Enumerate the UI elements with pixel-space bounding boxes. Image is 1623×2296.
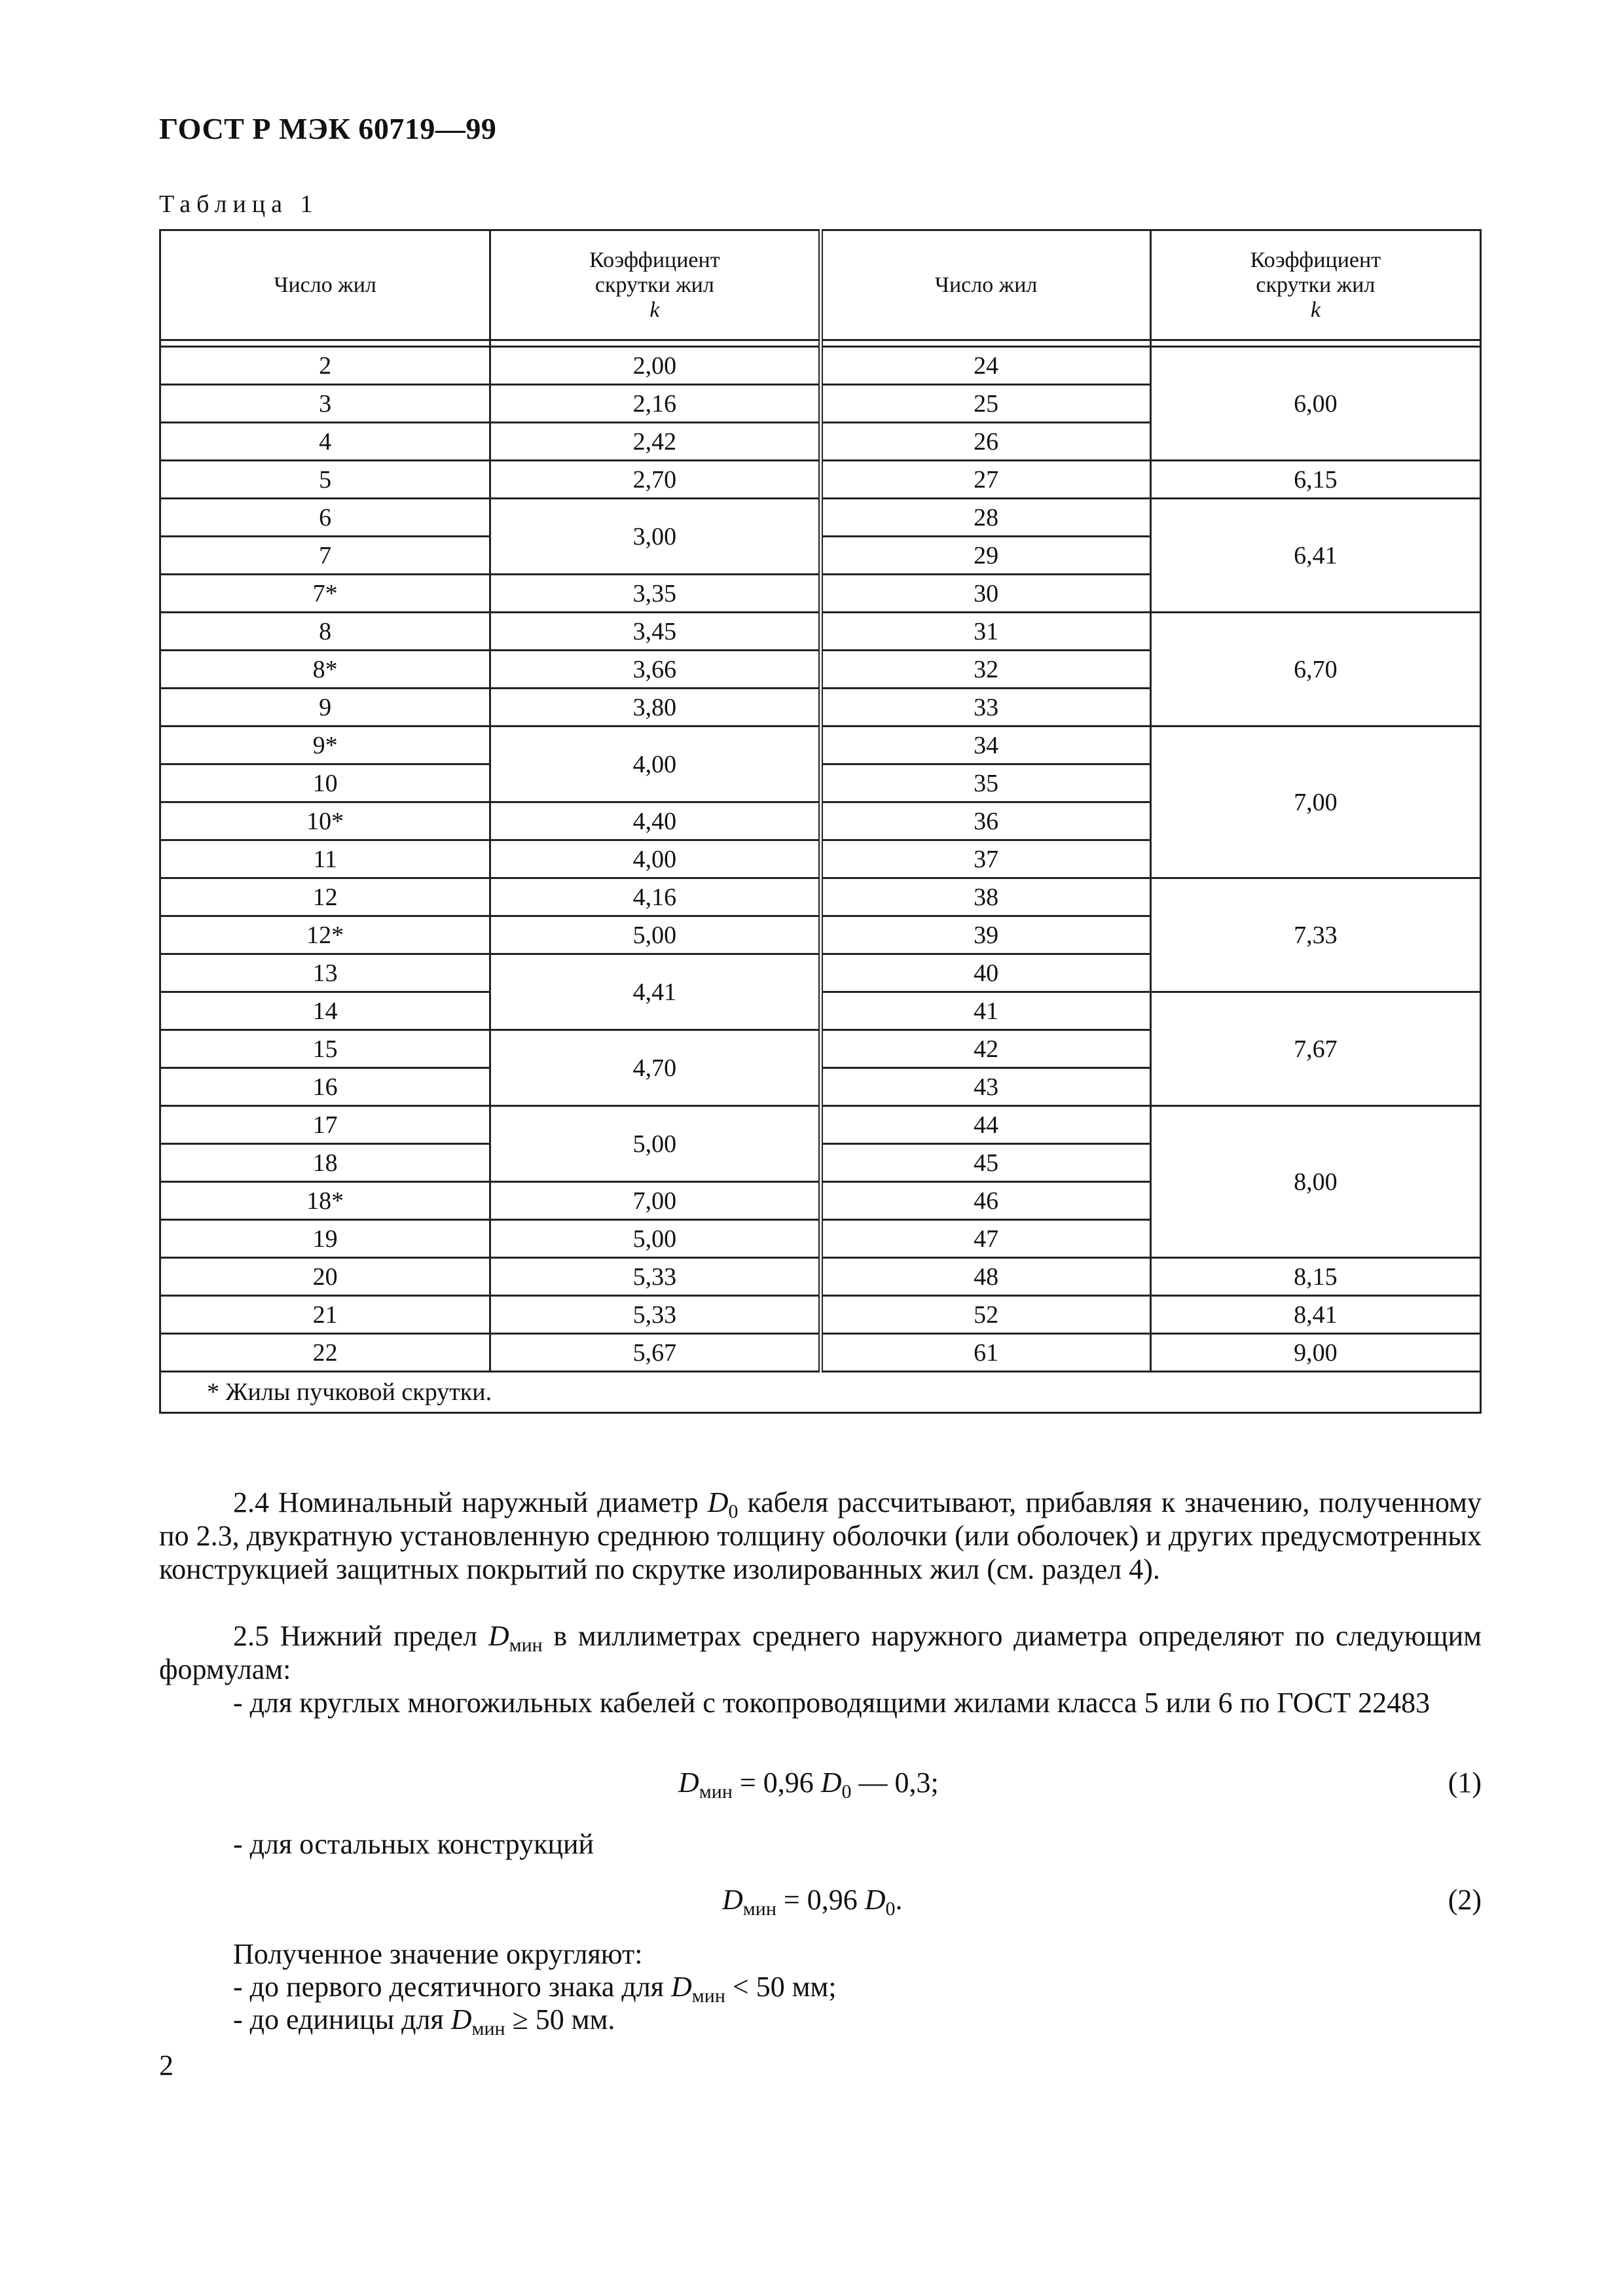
cell-count: 7 [160, 537, 490, 575]
table-row [160, 726, 1481, 764]
cell-coef: 5,00 [490, 916, 820, 954]
page-number: 2 [159, 2049, 173, 2081]
cell-count: 6 [160, 499, 490, 537]
formula-2: $D_{мин} = 0,96$ $D_0$. [722, 1884, 903, 1920]
cell-count: 46 [820, 1182, 1150, 1220]
cell-count: 18* [160, 1182, 490, 1220]
cell-coef: 3,00 [490, 499, 820, 575]
cell-count: 4 [160, 423, 490, 461]
cell-coef: 6,70 [1150, 613, 1480, 726]
cell-coef: 3,80 [490, 689, 820, 726]
table-row [160, 1334, 1481, 1372]
cell-count: 28 [820, 499, 1150, 537]
cell-coef: 8,00 [1150, 1106, 1480, 1258]
cell-coef: 4,40 [490, 802, 820, 840]
cell-coef: 4,00 [490, 840, 820, 878]
table-row [160, 1258, 1481, 1296]
rounding-intro: Полученное значение округляют: [233, 1938, 643, 1970]
cell-count: 10* [160, 802, 490, 840]
cell-coef: 5,00 [490, 1220, 820, 1258]
cell-coef: 4,00 [490, 726, 820, 802]
cell-count: 27 [820, 461, 1150, 499]
cell-count: 41 [820, 992, 1150, 1030]
cell-coef: 6,15 [1150, 461, 1480, 499]
header-coefficient-left: Коэффициент скрутки жил k [490, 230, 820, 340]
table-footnote-row [160, 1372, 1481, 1413]
rounding-rule-2: - до единицы для $D_{мин} \ge 50$ мм. [233, 2003, 615, 2039]
cell-count: 13 [160, 954, 490, 992]
cell-count: 24 [820, 347, 1150, 385]
cell-count: 52 [820, 1296, 1150, 1334]
cell-count: 21 [160, 1296, 490, 1334]
cell-count: 12 [160, 878, 490, 916]
cell-count: 12* [160, 916, 490, 954]
formula-2-number: (2) [1448, 1884, 1482, 1916]
cell-count: 16 [160, 1068, 490, 1106]
cell-coef: 3,66 [490, 651, 820, 689]
document-code-header: ГОСТ Р МЭК 60719—99 [159, 112, 497, 145]
cell-count: 19 [160, 1220, 490, 1258]
cell-count: 34 [820, 726, 1150, 764]
cell-count: 18 [160, 1144, 490, 1182]
header-core-count-left: Число жил [160, 230, 490, 340]
cell-coef: 5,00 [490, 1106, 820, 1182]
cell-count: 17 [160, 1106, 490, 1144]
cell-count: 38 [820, 878, 1150, 916]
cell-count: 31 [820, 613, 1150, 651]
cell-count: 33 [820, 689, 1150, 726]
cell-coef: 6,00 [1150, 347, 1480, 461]
cell-coef: 8,15 [1150, 1258, 1480, 1296]
cell-count: 5 [160, 461, 490, 499]
cell-count: 14 [160, 992, 490, 1030]
cell-count: 44 [820, 1106, 1150, 1144]
cell-coef: 4,41 [490, 954, 820, 1030]
cell-coef: 7,67 [1150, 992, 1480, 1106]
cell-count: 10 [160, 764, 490, 802]
cell-count: 11 [160, 840, 490, 878]
cell-count: 36 [820, 802, 1150, 840]
cell-count: 43 [820, 1068, 1150, 1106]
table-row [160, 878, 1481, 916]
cell-coef: 3,45 [490, 613, 820, 651]
cell-count: 45 [820, 1144, 1150, 1182]
cell-coef: 5,33 [490, 1296, 820, 1334]
cell-coef: 2,16 [490, 385, 820, 423]
table-footnote: * Жилы пучковой скрутки. [160, 1372, 1481, 1413]
cell-coef: 4,16 [490, 878, 820, 916]
paragraph-2-4: 2.4 Номинальный наружный диаметр $D_0$ кабеля рассчитывают, прибавляя к значению, полученному по 2.3, двукратную установленную среднюю толщину оболочки (или оболочек) и других предусмотренных конструкцией защитных покрытий по скрутке изолированных жил (см. раздел 4). [159, 1486, 1482, 1585]
cell-coef: 2,00 [490, 347, 820, 385]
cell-count: 8 [160, 613, 490, 651]
cell-count: 2 [160, 347, 490, 385]
table-row [160, 613, 1481, 651]
cell-coef: 7,00 [490, 1182, 820, 1220]
cell-count: 42 [820, 1030, 1150, 1068]
table-row [160, 347, 1481, 385]
cell-count: 22 [160, 1334, 490, 1372]
cell-count: 25 [820, 385, 1150, 423]
table-row [160, 1296, 1481, 1334]
table-header-row [160, 230, 1481, 340]
cell-coef: 6,41 [1150, 499, 1480, 613]
table-row [160, 1106, 1481, 1144]
cell-count: 32 [820, 651, 1150, 689]
cell-coef: 2,70 [490, 461, 820, 499]
cell-count: 47 [820, 1220, 1150, 1258]
cell-count: 26 [820, 423, 1150, 461]
cell-coef: 8,41 [1150, 1296, 1480, 1334]
cell-coef: 7,00 [1150, 726, 1480, 878]
cell-count: 8* [160, 651, 490, 689]
paragraph-2-5: 2.5 Нижний предел $D_{мин}$ в миллиметрах среднего наружного диаметра определяют по следующим формулам: [159, 1620, 1482, 1685]
rounding-rule-1: - до первого десятичного знака для $D_{мин} < 50$ мм; [233, 1971, 837, 2007]
cell-count: 37 [820, 840, 1150, 878]
cell-count: 29 [820, 537, 1150, 575]
table-row [160, 461, 1481, 499]
cell-coef: 5,67 [490, 1334, 820, 1372]
cell-count: 30 [820, 575, 1150, 613]
formula-1-number: (1) [1448, 1767, 1482, 1799]
header-coefficient-right: Коэффициент скрутки жил k [1150, 230, 1480, 340]
cell-coef: 5,33 [490, 1258, 820, 1296]
cell-count: 7* [160, 575, 490, 613]
cable-twist-coefficient-table [159, 229, 1482, 1414]
cell-coef: 2,42 [490, 423, 820, 461]
cell-count: 39 [820, 916, 1150, 954]
table-row [160, 992, 1481, 1030]
table-caption: Таблица 1 [159, 190, 319, 218]
list-item-other-designs: - для остальных конструкций [233, 1828, 594, 1860]
cell-count: 15 [160, 1030, 490, 1068]
cell-count: 3 [160, 385, 490, 423]
cell-count: 48 [820, 1258, 1150, 1296]
cell-count: 61 [820, 1334, 1150, 1372]
cell-count: 20 [160, 1258, 490, 1296]
list-item-round-cables: - для круглых многожильных кабелей с токопроводящими жилами класса 5 или 6 по ГОСТ 22483 [233, 1687, 1431, 1719]
cell-count: 9* [160, 726, 490, 764]
cell-coef: 3,35 [490, 575, 820, 613]
cell-coef: 9,00 [1150, 1334, 1480, 1372]
table-row [160, 499, 1481, 537]
formula-1: $D_{мин} = 0,96$ $D_0$ — 0,3; [678, 1767, 939, 1803]
cell-count: 35 [820, 764, 1150, 802]
cell-coef: 7,33 [1150, 878, 1480, 992]
header-core-count-right: Число жил [820, 230, 1150, 340]
cell-count: 9 [160, 689, 490, 726]
cell-coef: 4,70 [490, 1030, 820, 1106]
cell-count: 40 [820, 954, 1150, 992]
